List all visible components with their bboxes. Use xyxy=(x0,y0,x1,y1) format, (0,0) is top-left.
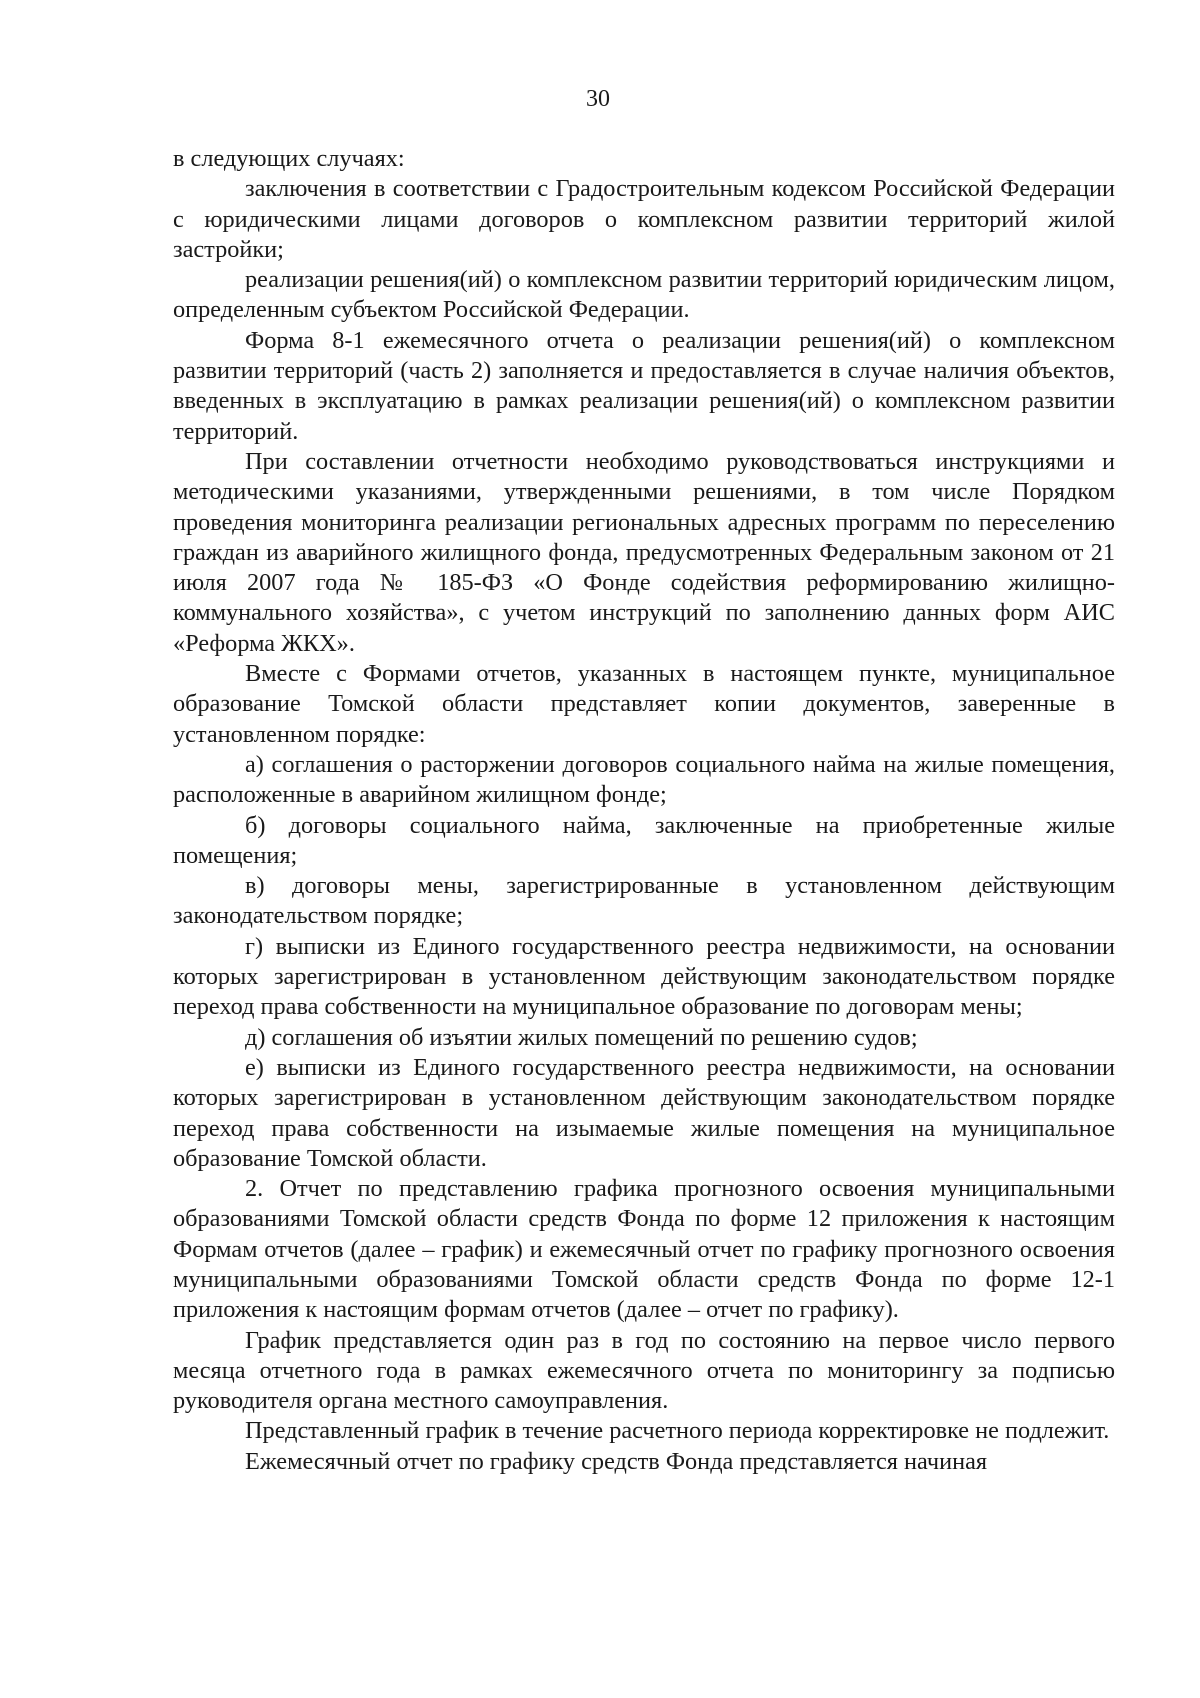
list-item: е) выписки из Единого государственного реестра недвижимости, на основании которых зарегистрирован в установленном действующим законодательством порядке переход права собственности на изымаемые жилые помещения на муниципальное образование Томской области. xyxy=(173,1053,1115,1172)
list-item: в) договоры мены, зарегистрированные в установленном действующим законодательством порядке; xyxy=(173,872,1115,930)
paragraph: Форма 8-1 ежемесячного отчета о реализации решения(ий) о комплексном развитии территорий (часть 2) заполняется и предоставляется в случае наличия объектов, введенных в эксплуатацию в рамках реализации решения(ий) о комплексном развитии территорий. xyxy=(173,326,1115,445)
list-item: б) договоры социального найма, заключенные на приобретенные жилые помещения; xyxy=(173,811,1115,869)
list-item: а) соглашения о расторжении договоров социального найма на жилые помещения, расположенные в аварийном жилищном фонде; xyxy=(173,750,1115,809)
paragraph: Представленный график в течение расчетного периода корректировке не подлежит. xyxy=(245,1417,1110,1445)
paragraph: Ежемесячный отчет по графику средств Фонда представляется начиная xyxy=(245,1447,988,1475)
paragraph: реализации решения(ий) о комплексном развитии территорий юридическим лицом, определенным субъектом Российской Федерации. xyxy=(173,266,1115,324)
paragraph: График представляется один раз в год по состоянию на первое число первого месяца отчетного года в рамках ежемесячного отчета по мониторингу за подписью руководителя органа местного самоуправления. xyxy=(173,1326,1115,1415)
paragraph: в следующих случаях: xyxy=(173,145,405,172)
list-item: г) выписки из Единого государственного реестра недвижимости, на основании которых зарегистрирован в установленном действующим законодательством порядке переход права собственности на муниципальное образование по договорам мены; xyxy=(173,932,1115,1021)
paragraph: заключения в соответствии с Градостроительным кодексом Российской Федерации с юридическими лицами договоров о комплексном развитии территорий жилой застройки; xyxy=(173,175,1115,263)
paragraph: Вместе с Формами отчетов, указанных в настоящем пункте, муниципальное образование Томской области представляет копии документов, заверенные в установленном порядке: xyxy=(173,660,1115,748)
paragraph: 2. Отчет по представлению графика прогнозного освоения муниципальными образованиями Томской области средств Фонда по форме 12 приложения к настоящим Формам отчетов (далее – график) и ежемесячный отчет по графику прогнозного освоения муниципальными образованиями Томской области средств Фонда по форме 12-1 приложения к настоящим формам отчетов (далее – отчет по графику). xyxy=(173,1175,1115,1324)
list-item: д) соглашения об изъятии жилых помещений по решению судов; xyxy=(245,1023,918,1051)
page-number: 30 xyxy=(586,86,610,112)
paragraph: При составлении отчетности необходимо руководствоваться инструкциями и методическими указаниями, утвержденными решениями, в том числе Порядком проведения мониторинга реализации региональных адресных программ по переселению граждан из аварийного жилищного фонда, предусмотренных Федеральным законом от 21 июля 2007 года № 185-ФЗ «О Фонде содействия реформированию жилищно-коммунального хозяйства», с учетом инструкций по заполнению данных форм АИС «Реформа ЖКХ». xyxy=(173,447,1115,657)
document-body xyxy=(173,144,1115,1477)
